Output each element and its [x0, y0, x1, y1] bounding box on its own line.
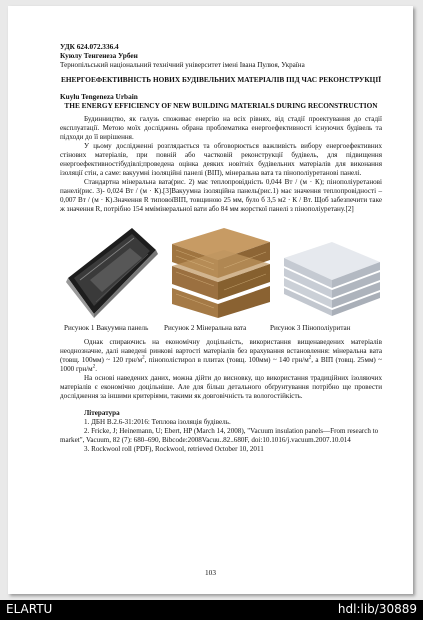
author-en: Kuylu Tengeneza Urbain: [60, 92, 138, 102]
author-ua: Куюлу Тенгенеза Урбен: [60, 51, 138, 61]
polyurethane-board-photo: [282, 220, 382, 320]
udk-code: УДК 624.072.336.4: [60, 42, 119, 51]
article-body: [60, 42, 382, 454]
mineral-wool-photo: [168, 220, 274, 320]
paragraph-5: На основі наведених даних, можна дійти до висновку, що використання традиційних ізоляючих матеріалів є економічно доцільніше. Але для більш детального обґрунтування потрібно ще провести дослідження за іншими критеріями, такими як довговічність та вологостійкість.: [60, 373, 382, 400]
page-number: 103: [205, 568, 216, 577]
title-en: THE ENERGY EFFICIENCY OF NEW BUILDING MATERIALS DURING RECONSTRUCTION: [64, 100, 378, 110]
figure-2-caption: Рисунок 2 Мінеральна вата: [164, 323, 247, 332]
repository-name: ELARTU: [6, 602, 53, 616]
paragraph-4: Однак спираючись на економічну доцільність, використання вищенаведених матеріалів неоднозначне, далі наведені ринкові вартості матеріалів без врахування встановлення: мінеральна вата (товщ. 100мм) ~ 120 грн/$м^2$, пінополістирол в плитах (товщ. 100мм) ~ 140 грн/$м^2$, а ВІП (товщ. 25мм) ~ 1000 грн/$м^2$.: [60, 337, 382, 373]
figure-3-caption: Рисунок 3 Пінополіуритан: [270, 323, 351, 332]
handle-id: hdl:lib/30889: [337, 602, 417, 616]
paragraph-2: У цьому дослідженні розглядається та обговорюється важливість вибору енергоефективних стінових матеріалів, при повній або частковій реконструкції будівель, для підвищення енергоефективностібудівлі;проведена оцінка деяких новітніх будівельних матеріалів для виконання ізоляції стін, а саме: вакуумні ізоляційні панелі (ВІП), мінеральна вата та пінополіуретанові панелі.: [60, 141, 382, 177]
literature-heading: Література: [84, 408, 120, 417]
document-page: [8, 6, 413, 594]
affiliation: Тернопільський національний технічний університет імені Івана Пулюя, Україна: [60, 60, 305, 69]
paragraph-1: Будинництво, як галузь споживає енергію на всіх рівнях, від стадії проектування до стадії експлуатації. Метою моїх досліджень обрана проблематика енергоефективності існуючих будівель та підходи до її вирішення.: [60, 114, 382, 141]
repository-footer: [0, 600, 423, 620]
title-ua: ЕНЕРГОЕФЕКТИВНІСТЬ НОВИХ БУДІВЕЛЬНИХ МАТЕРІАЛІВ ПІД ЧАС РЕКОНСТРУКЦІЇ: [60, 74, 382, 84]
literature-item-3: 3. Rockwool roll (PDF), Rockwool, retrieved October 10, 2011: [84, 444, 264, 453]
figures-row: [60, 220, 382, 338]
figure-1-caption: Рисунок 1 Вакуумна панель: [64, 323, 149, 332]
literature-item-1: 1. ДБН В.2.6-31:2016: Теплова ізоляція будівель.: [84, 417, 231, 426]
paragraph-3: Стандартна мінеральна вата(рис. 2) має теплопровідність 0,044 Вт / (м · К); пінополіуретанові панелі(рис. 3)- 0,024 Вт / (м · К).[3]Вакуумна ізоляційна панель(рис.1) має значення теплопровідності – 0,007 Вт / (м · К).Значення R типовоїВІП, товщиною 25 мм, було б 3,5 м2 · К / Вт. Щоб забезпечити таке ж значення R, потрібно 154 ммімінеральної вати або 84 мм жорсткої панелі з пінополіуретану.[2]: [60, 177, 382, 213]
vacuum-panel-photo: [60, 220, 160, 320]
literature-item-2: 2. Fricke, J; Heinemann, U; Ebert, HP (March 14, 2008), "Vacuum insulation panels—From research to market", Vacuum, 82 (7): 680–690, Bibcode:2008Vacuu..82..680F, doi:10.1016/j.vacuum.2007.10.014: [60, 426, 379, 444]
